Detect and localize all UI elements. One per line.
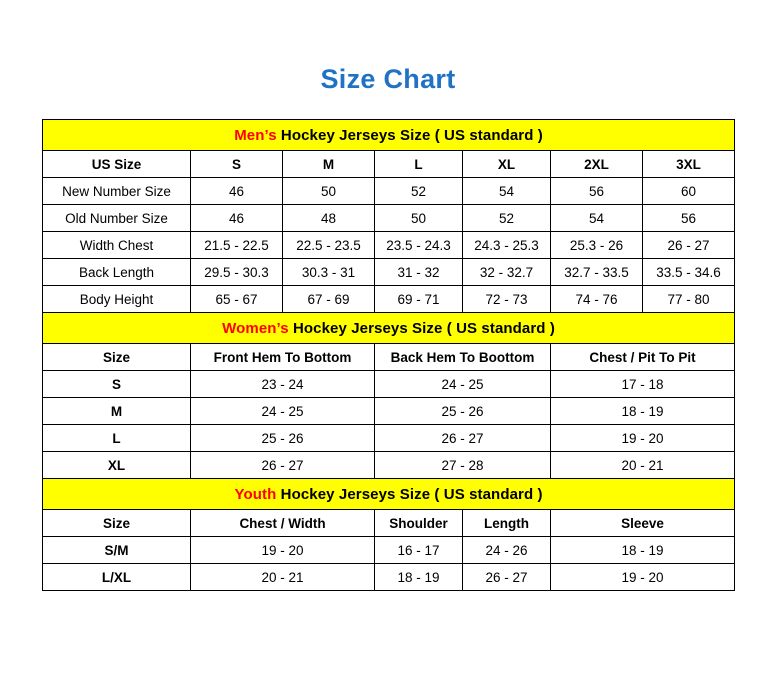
table-cell: 26 - 27 <box>643 232 735 259</box>
table-cell: 19 - 20 <box>191 537 375 564</box>
row-label: Old Number Size <box>43 205 191 232</box>
table-cell: 30.3 - 31 <box>283 259 375 286</box>
column-header: Chest / Width <box>191 510 375 537</box>
row-label: M <box>43 398 191 425</box>
column-header: S <box>191 151 283 178</box>
table-cell: 16 - 17 <box>375 537 463 564</box>
row-label: Body Height <box>43 286 191 313</box>
table-row <box>43 510 735 537</box>
table-cell: 24 - 25 <box>191 398 375 425</box>
table-cell: 48 <box>283 205 375 232</box>
table-cell: 32 - 32.7 <box>463 259 551 286</box>
section-accent-womens: Women’s <box>222 319 289 337</box>
section-accent-youth: Youth <box>234 485 277 503</box>
table-cell: 20 - 21 <box>191 564 375 591</box>
table-cell: 60 <box>643 178 735 205</box>
column-header: M <box>283 151 375 178</box>
column-header: Back Hem To Boottom <box>375 344 551 371</box>
row-label: Back Length <box>43 259 191 286</box>
table-cell: 23 - 24 <box>191 371 375 398</box>
table-cell: 65 - 67 <box>191 286 283 313</box>
table-cell: 22.5 - 23.5 <box>283 232 375 259</box>
row-label: S/M <box>43 537 191 564</box>
table-cell: 27 - 28 <box>375 452 551 479</box>
section-rest-womens: Hockey Jerseys Size ( US standard ) <box>288 319 555 337</box>
table-row <box>43 564 735 591</box>
table-cell: 18 - 19 <box>551 398 735 425</box>
table-cell: 25 - 26 <box>375 398 551 425</box>
column-header: Size <box>43 344 191 371</box>
column-header: Chest / Pit To Pit <box>551 344 735 371</box>
column-header: US Size <box>43 151 191 178</box>
table-cell: 21.5 - 22.5 <box>191 232 283 259</box>
table-cell: 46 <box>191 205 283 232</box>
row-label: New Number Size <box>43 178 191 205</box>
table-cell: 50 <box>283 178 375 205</box>
column-header: XL <box>463 151 551 178</box>
column-header: 3XL <box>643 151 735 178</box>
table-cell: 46 <box>191 178 283 205</box>
section-rest-mens: Hockey Jerseys Size ( US standard ) <box>276 126 543 144</box>
table-row <box>43 425 735 452</box>
table-cell: 24.3 - 25.3 <box>463 232 551 259</box>
column-header: 2XL <box>551 151 643 178</box>
table-cell: 32.7 - 33.5 <box>551 259 643 286</box>
row-label: Width Chest <box>43 232 191 259</box>
section-title-youth <box>43 479 735 510</box>
table-cell: 52 <box>375 178 463 205</box>
table-row <box>43 259 735 286</box>
table-cell: 25.3 - 26 <box>551 232 643 259</box>
table-cell: 26 - 27 <box>463 564 551 591</box>
column-header: Shoulder <box>375 510 463 537</box>
table-cell: 17 - 18 <box>551 371 735 398</box>
table-cell: 18 - 19 <box>375 564 463 591</box>
row-label: S <box>43 371 191 398</box>
table-cell: 24 - 26 <box>463 537 551 564</box>
table-cell: 33.5 - 34.6 <box>643 259 735 286</box>
table-row <box>43 344 735 371</box>
table-cell: 50 <box>375 205 463 232</box>
section-accent-mens: Men’s <box>234 126 277 144</box>
section-header-mens <box>43 120 735 151</box>
table-cell: 19 - 20 <box>551 564 735 591</box>
table-cell: 24 - 25 <box>375 371 551 398</box>
table-cell: 67 - 69 <box>283 286 375 313</box>
row-label: XL <box>43 452 191 479</box>
table-cell: 74 - 76 <box>551 286 643 313</box>
column-header: Size <box>43 510 191 537</box>
table-cell: 29.5 - 30.3 <box>191 259 283 286</box>
table-row <box>43 232 735 259</box>
table-cell: 52 <box>463 205 551 232</box>
table-cell: 26 - 27 <box>191 452 375 479</box>
table-row <box>43 398 735 425</box>
row-label: L/XL <box>43 564 191 591</box>
column-header: Sleeve <box>551 510 735 537</box>
table-cell: 19 - 20 <box>551 425 735 452</box>
size-chart-container <box>42 119 734 591</box>
table-cell: 31 - 32 <box>375 259 463 286</box>
table-cell: 77 - 80 <box>643 286 735 313</box>
table-cell: 54 <box>463 178 551 205</box>
table-cell: 26 - 27 <box>375 425 551 452</box>
table-row <box>43 286 735 313</box>
size-chart-table <box>42 119 735 591</box>
section-header-womens <box>43 313 735 344</box>
page-title: Size Chart <box>320 64 456 94</box>
table-cell: 20 - 21 <box>551 452 735 479</box>
section-title-mens <box>43 120 735 151</box>
table-cell: 72 - 73 <box>463 286 551 313</box>
section-title-womens <box>43 313 735 344</box>
column-header: Length <box>463 510 551 537</box>
table-cell: 23.5 - 24.3 <box>375 232 463 259</box>
table-cell: 56 <box>551 178 643 205</box>
table-row <box>43 537 735 564</box>
table-row <box>43 452 735 479</box>
column-header: L <box>375 151 463 178</box>
column-header: Front Hem To Bottom <box>191 344 375 371</box>
table-cell: 25 - 26 <box>191 425 375 452</box>
table-row <box>43 151 735 178</box>
table-cell: 18 - 19 <box>551 537 735 564</box>
table-row <box>43 205 735 232</box>
table-row <box>43 371 735 398</box>
table-cell: 69 - 71 <box>375 286 463 313</box>
row-label: L <box>43 425 191 452</box>
section-header-youth <box>43 479 735 510</box>
table-cell: 56 <box>643 205 735 232</box>
table-cell: 54 <box>551 205 643 232</box>
section-rest-youth: Hockey Jerseys Size ( US standard ) <box>276 485 543 503</box>
table-row <box>43 178 735 205</box>
